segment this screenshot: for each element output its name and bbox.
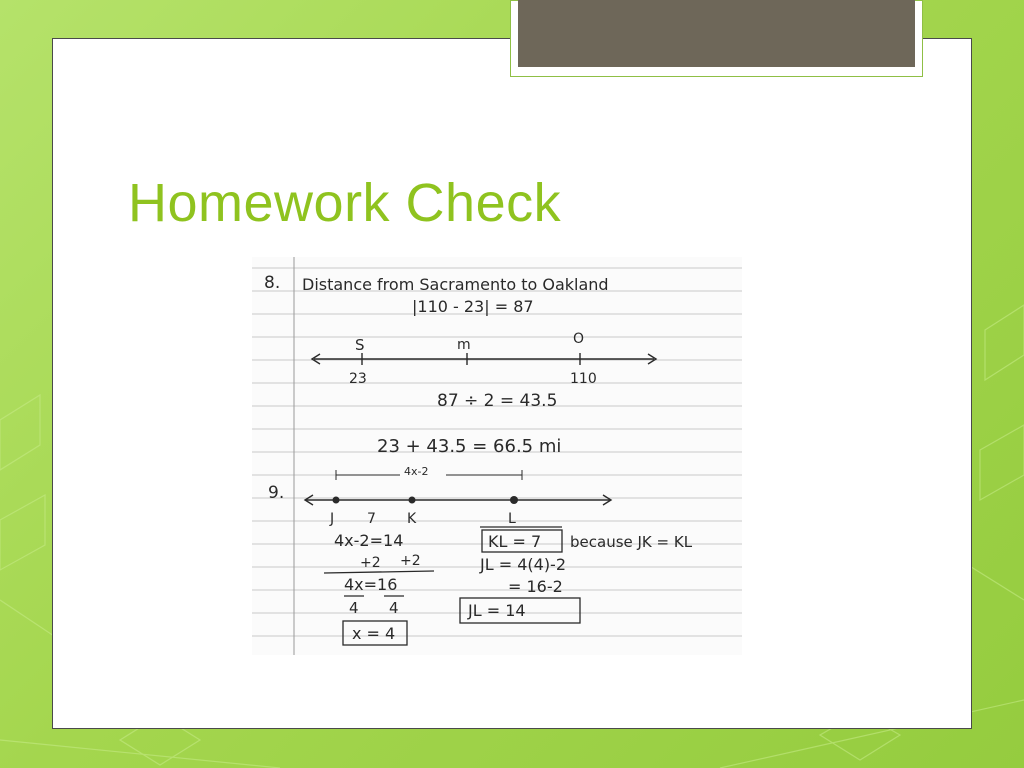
point-l-label: L	[508, 511, 516, 527]
problem-9-add-left: +2	[360, 555, 381, 571]
point-j-label: J	[330, 511, 335, 527]
jl-equation-1: JL = 4(4)-2	[480, 555, 567, 574]
slide-title: Homework Check	[128, 173, 562, 233]
value-s-label: 23	[349, 371, 367, 387]
problem-9-number: 9.	[268, 483, 285, 503]
point-s-label: S	[355, 336, 365, 354]
point-m-label: m	[457, 337, 471, 353]
because-statement: because JK = KL	[570, 533, 693, 551]
notebook-page	[252, 257, 742, 655]
segment-length-label: 4x-2	[404, 465, 429, 478]
problem-9-divisor-left: 4	[349, 599, 359, 617]
number-line-1	[312, 353, 656, 365]
header-tab-bar	[518, 0, 915, 67]
jl-equation-2: = 16-2	[508, 577, 563, 596]
problem-9-equation-3: 4x=16	[344, 575, 398, 594]
problem-8-number: 8.	[264, 273, 281, 293]
jk-length-label: 7	[367, 511, 376, 527]
point-k-label: K	[407, 511, 417, 527]
homework-notes-image	[252, 257, 742, 655]
problem-8-result-equation: 23 + 43.5 = 66.5 mi	[377, 436, 562, 457]
problem-8-distance-equation: |110 - 23| = 87	[412, 297, 534, 316]
problem-8-half-equation: 87 ÷ 2 = 43.5	[437, 391, 558, 411]
value-o-label: 110	[570, 371, 597, 387]
kl-value: KL = 7	[488, 532, 542, 551]
sum-line	[324, 571, 434, 573]
problem-8-heading: Distance from Sacramento to Oakland	[302, 275, 609, 294]
problem-9-add-right: +2	[400, 553, 421, 569]
problem-9-equation-1: 4x-2=14	[334, 531, 404, 550]
point-o-label: O	[573, 331, 585, 347]
problem-9-divisor-right: 4	[389, 599, 399, 617]
jl-value: JL = 14	[468, 601, 526, 620]
number-line-2	[305, 495, 611, 505]
answer-x: x = 4	[352, 624, 396, 643]
